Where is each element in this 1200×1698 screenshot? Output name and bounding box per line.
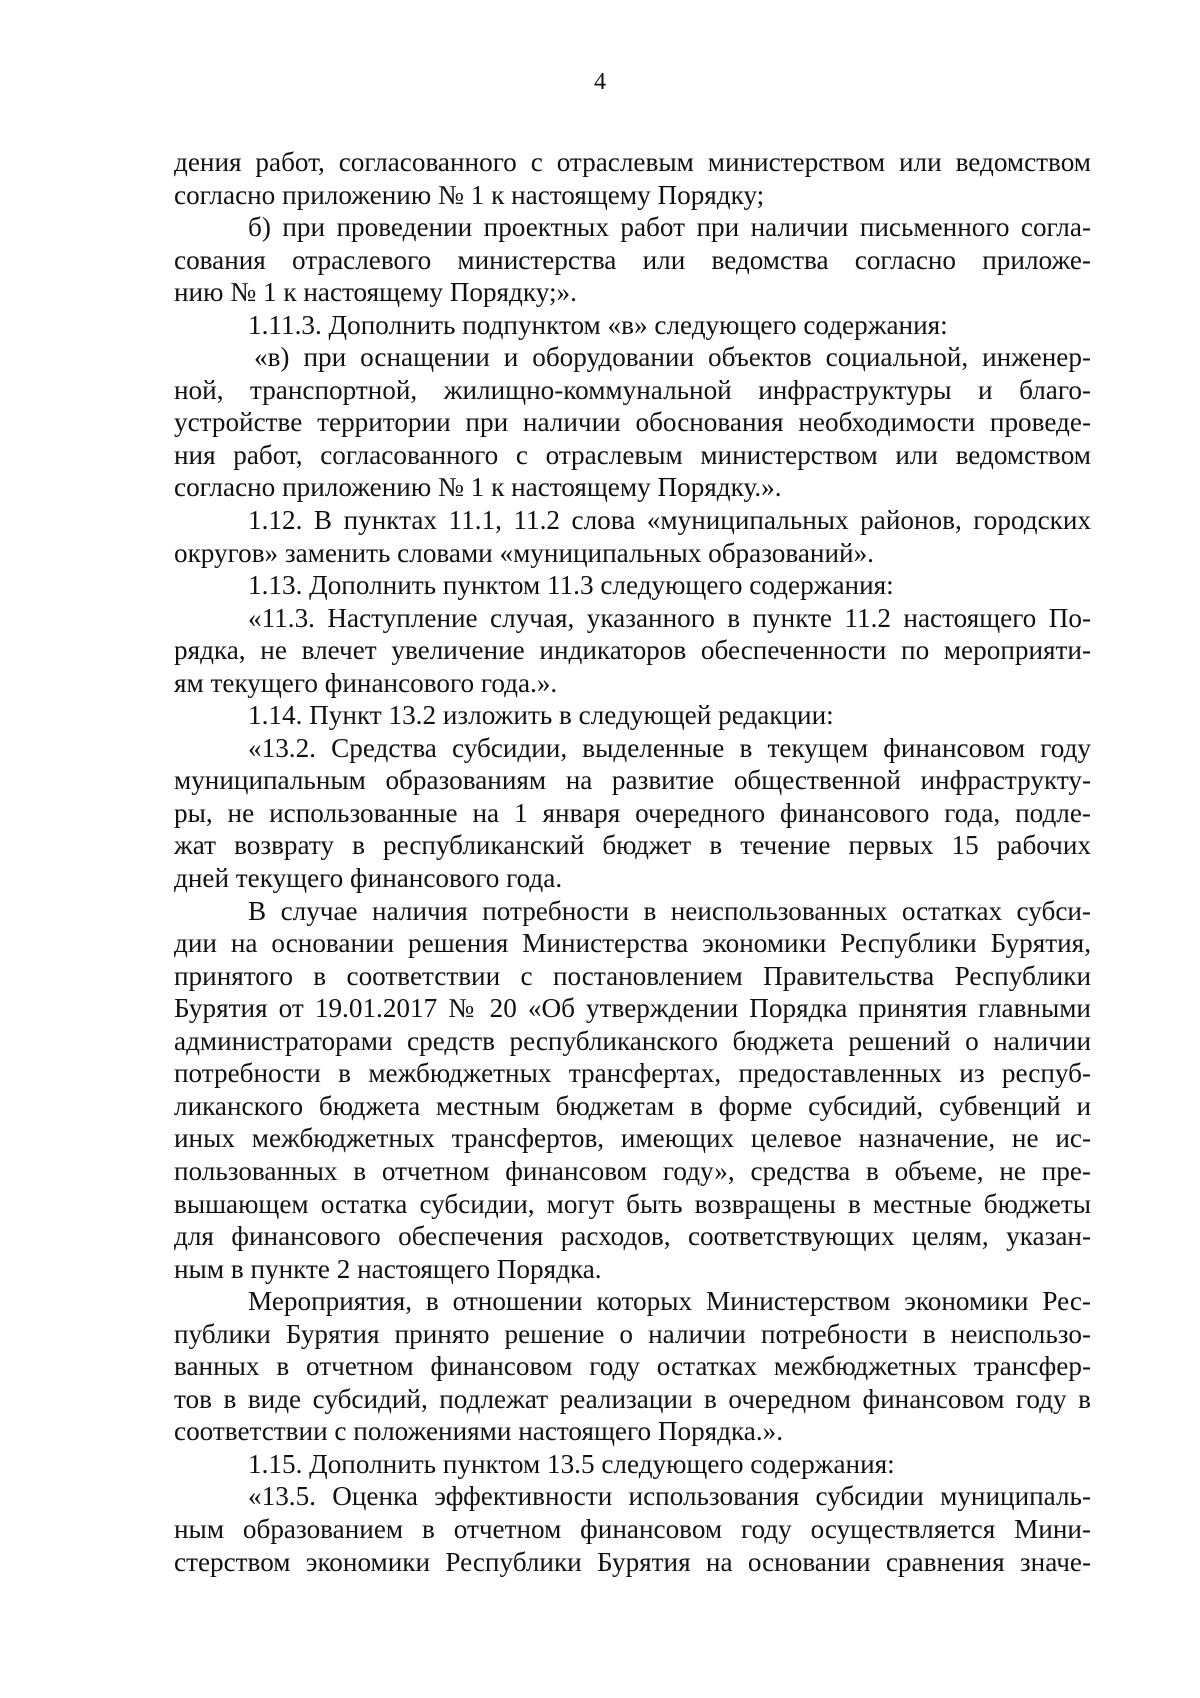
text-line: ной, транспортной, жилищно-коммунальной инфраструктуры и благо- xyxy=(174,374,1091,405)
text-line: «13.5. Оценка эффективности использования субсидии муниципаль- xyxy=(248,1481,1091,1512)
text-line: соответствии с положениями настоящего Порядка.». xyxy=(174,1416,784,1447)
text-line: нию № 1 к настоящему Порядку;». xyxy=(174,277,577,308)
text-line: ным образованием в отчетном финансовом году осуществляется Мини- xyxy=(174,1513,1091,1544)
text-line: принятого в соответствии с постановлением Правительства Республики xyxy=(174,960,1091,991)
text-line: согласно приложению № 1 к настоящему Порядку.». xyxy=(174,472,782,503)
text-line: жат возврату в республиканский бюджет в течение первых 15 рабочих xyxy=(174,830,1091,861)
text-line: «13.2. Средства субсидии, выделенные в текущем финансовом году xyxy=(248,732,1091,763)
text-line: 1.11.3. Дополнить подпунктом «в» следующего содержания: xyxy=(248,309,948,340)
text-line: публики Бурятия принято решение о наличии потребности в неиспользо- xyxy=(174,1318,1091,1349)
text-line: для финансового обеспечения расходов, соответствующих целям, указан- xyxy=(174,1221,1091,1252)
page-number: 4 xyxy=(594,69,606,95)
text-line: В случае наличия потребности в неиспользованных остатках субси- xyxy=(248,895,1091,926)
text-line: рядка, не влечет увеличение индикаторов обеспеченности по мероприяти- xyxy=(174,635,1091,666)
text-line: согласно приложению № 1 к настоящему Порядку; xyxy=(174,179,765,210)
text-line: устройстве территории при наличии обоснования необходимости проведе- xyxy=(174,407,1091,438)
text-line: вышающем остатка субсидии, могут быть возвращены в местные бюджеты xyxy=(174,1188,1091,1219)
text-line: дии на основании решения Министерства экономики Республики Бурятия, xyxy=(174,928,1091,959)
text-line: ликанского бюджета местным бюджетам в форме субсидий, субвенций и xyxy=(174,1090,1091,1121)
text-line: потребности в межбюджетных трансфертах, предоставленных из респуб- xyxy=(174,1058,1091,1089)
text-line: стерством экономики Республики Бурятия на основании сравнения значе- xyxy=(174,1546,1091,1577)
text-line: дней текущего финансового года. xyxy=(174,863,563,894)
text-line: 1.15. Дополнить пунктом 13.5 следующего содержания: xyxy=(248,1448,895,1479)
text-line: администраторами средств республиканского бюджета решений о наличии xyxy=(174,1025,1091,1056)
text-line: 1.12. В пунктах 11.1, 11.2 слова «муниципальных районов, городских xyxy=(248,505,1091,536)
text-line: Мероприятия, в отношении которых Министерством экономики Рес- xyxy=(248,1286,1091,1317)
text-line: ным в пункте 2 настоящего Порядка. xyxy=(174,1253,602,1284)
text-line: «в) при оснащении и оборудовании объектов социальной, инженер- xyxy=(254,342,1091,373)
text-line: 1.14. Пункт 13.2 изложить в следующей редакции: xyxy=(248,700,834,731)
text-line: сования отраслевого министерства или ведомства согласно приложе- xyxy=(174,244,1091,275)
text-line: ванных в отчетном финансовом году остатках межбюджетных трансфер- xyxy=(174,1351,1091,1382)
text-line: ям текущего финансового года.». xyxy=(174,667,558,698)
text-line: ры, не использованные на 1 января очередного финансового года, подле- xyxy=(174,797,1091,828)
text-line: «11.3. Наступление случая, указанного в пункте 11.2 настоящего По- xyxy=(248,602,1091,633)
document-body xyxy=(174,146,1091,1578)
text-line: тов в виде субсидий, подлежат реализации в очередном финансовом году в xyxy=(174,1383,1091,1414)
text-line: б) при проведении проектных работ при наличии письменного согла- xyxy=(248,212,1091,243)
text-line: 1.13. Дополнить пунктом 11.3 следующего содержания: xyxy=(248,570,894,601)
text-line: ния работ, согласованного с отраслевым министерством или ведомством xyxy=(174,439,1091,470)
text-line: муниципальным образованиям на развитие общественной инфраструкту- xyxy=(174,765,1091,796)
text-line: пользованных в отчетном финансовом году», средства в объеме, не пре- xyxy=(174,1155,1091,1186)
text-line: округов» заменить словами «муниципальных образований». xyxy=(174,537,874,568)
text-line: Бурятия от 19.01.2017 № 20 «Об утверждении Порядка принятия главными xyxy=(174,993,1091,1024)
text-line: дения работ, согласованного с отраслевым министерством или ведомством xyxy=(174,147,1091,177)
text-line: иных межбюджетных трансфертов, имеющих целевое назначение, не ис- xyxy=(174,1123,1091,1154)
